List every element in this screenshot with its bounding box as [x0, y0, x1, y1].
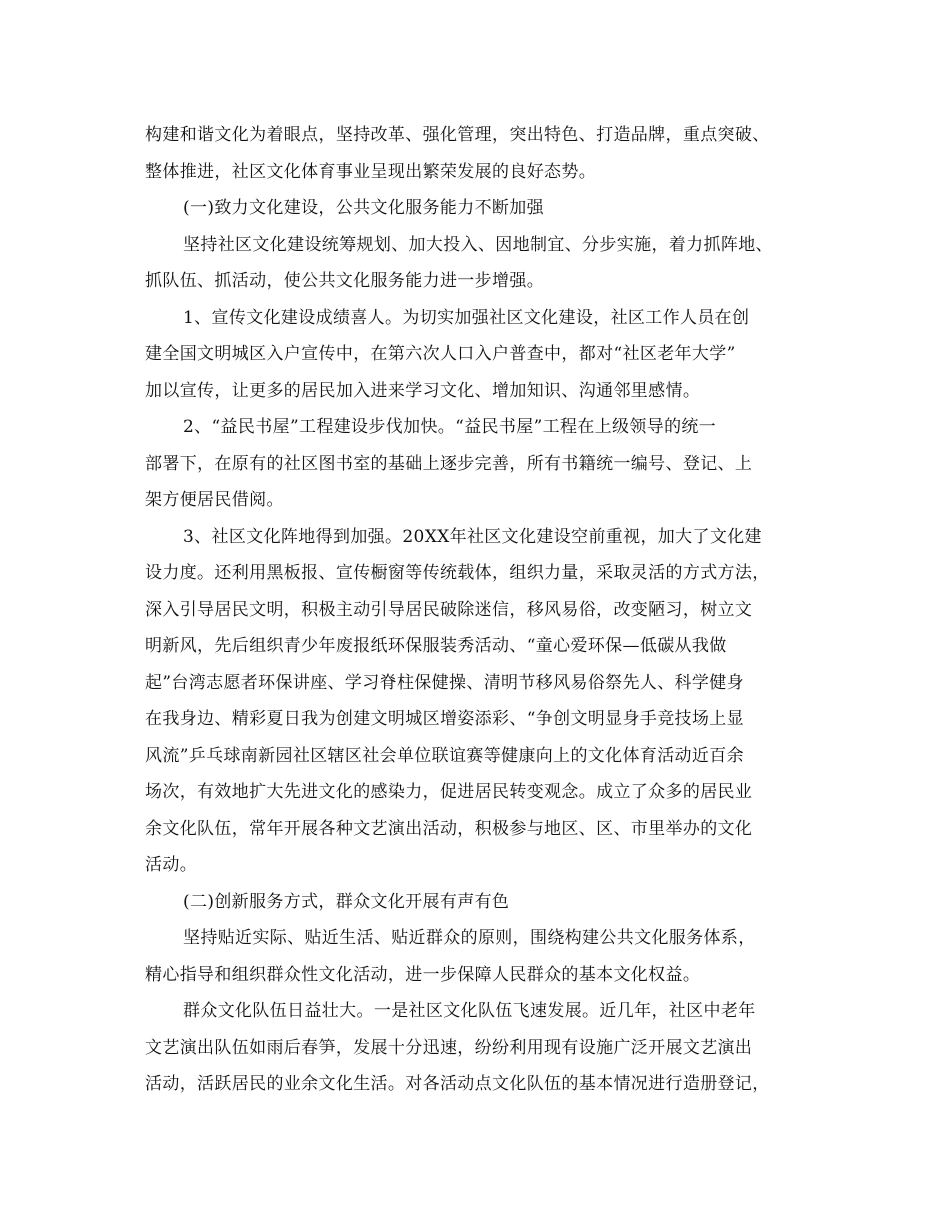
document-body: [145, 117, 810, 1103]
text-line: 起”台湾志愿者环保讲座、学习脊柱保健操、清明节移风易俗祭先人、科学健身: [145, 672, 744, 693]
paragraph-start: 3、社区文化阵地得到加强。20XX年社区文化建设空前重视，加大了文化建: [183, 526, 762, 547]
paragraph-start: 2、“益民书屋”工程建设步伐加快。“益民书屋”工程在上级领导的统一: [183, 417, 717, 437]
text-line: 深入引导居民文明，积极主动引导居民破除迷信，移风易俗，改变陋习，树立文: [145, 599, 753, 620]
text-line: 明新风，先后组织青少年废报纸环保服装秀活动、“童心爱环保—低碳从我做: [145, 636, 727, 656]
text-line: 加以宣传，让更多的居民加入进来学习文化、增加知识、沟通邻里感情。: [145, 380, 701, 401]
text-line: 活动，活跃居民的业余文化生活。对各活动点文化队伍的基本情况进行造册登记，: [145, 1074, 770, 1094]
section-heading: (一)致力文化建设，公共文化服务能力不断加强: [183, 198, 544, 218]
text-line: 设力度。还利用黑板报、宣传橱窗等传统载体，组织力量，采取灵活的方式方法，: [145, 563, 770, 583]
paragraph-start: 坚持贴近实际、贴近生活、贴近群众的原则，围绕构建公共文化服务体系，: [183, 928, 756, 948]
text-line: 在我身边、精彩夏日我为创建文明城区增姿添彩、“争创文明显身手竞技场上显: [145, 709, 744, 729]
paragraph-start: 群众文化队伍日益壮大。一是社区文化队伍飞速发展。近几年，社区中老年: [183, 1001, 756, 1021]
section-heading: (二)创新服务方式，群众文化开展有声有色: [183, 891, 510, 912]
text-line: 文艺演出队伍如雨后春笋，发展十分迅速，纷纷利用现有设施广泛开展文艺演出: [145, 1037, 753, 1058]
text-line: 场次，有效地扩大先进文化的感染力，促进居民转变观念。成立了众多的居民业: [145, 782, 753, 802]
text-line: 抓队伍、抓活动，使公共文化服务能力进一步增强。: [145, 271, 545, 291]
text-line: 风流”乒乓球南新园社区辖区社会单位联谊赛等健康向上的文化体育活动近百余: [145, 745, 744, 766]
text-line: 构建和谐文化为着眼点，坚持改革、强化管理，突出特色、打造品牌，重点突破、: [145, 125, 770, 145]
text-line: 余文化队伍，常年开展各种文艺演出活动，积极参与地区、区、市里举办的文化: [145, 818, 753, 839]
paragraph-start: 坚持社区文化建设统筹规划、加大投入、因地制宜、分步实施，着力抓阵地、: [183, 234, 773, 255]
paragraph-start: 1、宣传文化建设成绩喜人。为切实加强社区文化建设，社区工作人员在创: [183, 307, 750, 328]
text-line: 精心指导和组织群众性文化活动，进一步保障人民群众的基本文化权益。: [145, 964, 701, 985]
text-line: 建全国文明城区入户宣传中，在第六次人口入户普查中，都对“社区老年大学”: [145, 344, 736, 364]
text-line: 部署下，在原有的社区图书室的基础上逐步完善，所有书籍统一编号、登记、上: [145, 453, 753, 474]
text-line: 整体推进，社区文化体育事业呈现出繁荣发展的良好态势。: [145, 161, 597, 182]
text-line: 活动。: [145, 855, 198, 875]
text-line: 架方便居民借阅。: [145, 490, 284, 510]
